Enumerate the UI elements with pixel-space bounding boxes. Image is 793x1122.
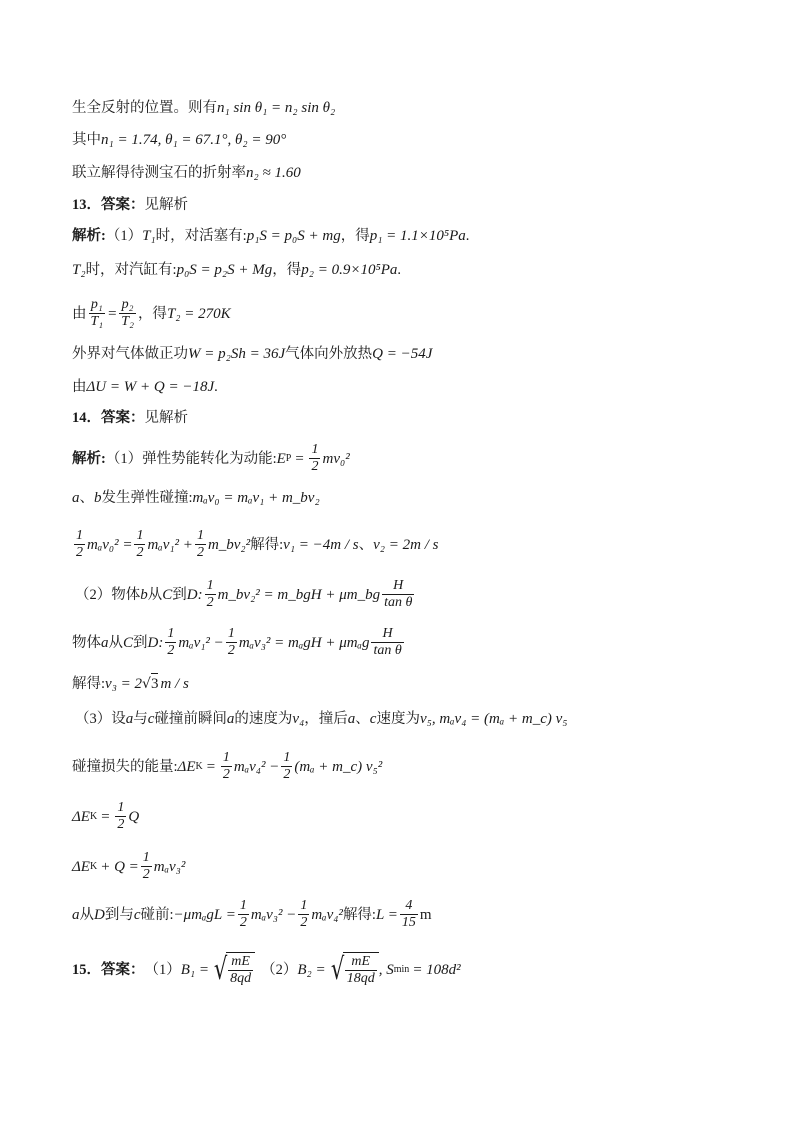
fraction xyxy=(228,954,253,987)
question-14-answer xyxy=(72,408,188,428)
equation: mv₀² xyxy=(322,450,350,467)
equation: (mₐ + m_c) v₅² xyxy=(294,758,383,775)
fraction xyxy=(134,528,145,561)
denominator: 2 xyxy=(222,767,230,782)
fraction xyxy=(74,528,85,561)
denominator: 2 xyxy=(167,643,175,658)
fraction xyxy=(115,800,126,833)
answer-label: 14．答案： xyxy=(72,410,145,426)
numerator: 1 xyxy=(196,528,204,543)
equation: mₐv₃² − xyxy=(250,906,297,923)
numerator: 1 xyxy=(227,626,235,641)
denominator: 2 xyxy=(117,817,125,832)
equation: W = p₂Sh = 36J xyxy=(188,346,286,362)
text-line xyxy=(75,709,568,729)
numerator: H xyxy=(382,626,393,641)
fraction xyxy=(165,626,176,659)
text-line: ΔE K + Q = $\frac{1}{2}$ mₐv₃² xyxy=(72,850,186,882)
text: 、 xyxy=(358,536,374,553)
equation: v₂ = 2m / s xyxy=(373,536,439,553)
denominator: 2 xyxy=(196,545,204,560)
equation: B₂ = xyxy=(297,962,326,978)
symbol: a xyxy=(72,906,80,923)
text: ，得 xyxy=(340,228,370,244)
symbol: a xyxy=(347,711,356,727)
equation: m_bv₂² = m_bgH + μm_bg xyxy=(217,586,381,603)
fraction xyxy=(119,297,136,330)
text-line xyxy=(72,626,406,659)
text-line xyxy=(72,226,469,246)
text: 由 xyxy=(72,379,87,395)
symbol: E xyxy=(276,450,286,467)
text-line: 解析: （1）弹性势能转化为动能: E P = $\frac{1}{2}$ mv₀² xyxy=(72,442,350,474)
text: 碰撞损失的能量: xyxy=(72,758,178,775)
text: 其中 xyxy=(72,132,101,148)
equation: p₀S = p₂S + Mg xyxy=(176,262,273,278)
equation: ΔU = W + Q = −18J xyxy=(86,379,215,395)
fraction xyxy=(400,898,418,931)
text: . xyxy=(214,379,218,395)
equation: p₂ = 0.9×10⁵Pa xyxy=(301,262,398,278)
denominator: 2 xyxy=(300,915,308,930)
denominator: tan θ xyxy=(384,595,413,610)
equation: v₁ = −4m / s xyxy=(283,536,359,553)
numerator: 1 xyxy=(76,528,83,543)
equation: −μmₐgL = xyxy=(173,906,236,923)
answer-label: 13．答案： xyxy=(72,197,145,213)
text: 发生弹性碰撞: xyxy=(101,490,193,506)
numerator: p₁ xyxy=(90,297,103,312)
text-line xyxy=(72,163,301,183)
symbol: v₄ xyxy=(292,711,305,727)
operator: = xyxy=(205,758,216,775)
numerator: 1 xyxy=(206,578,214,593)
sqrt-icon: √ $\frac{mE}{18qd}$ xyxy=(328,952,379,988)
numerator: 1 xyxy=(136,528,144,543)
text: 到与 xyxy=(104,906,134,923)
operator: = xyxy=(294,450,305,467)
text-line xyxy=(72,130,286,150)
symbol: a xyxy=(72,490,80,506)
fraction xyxy=(221,750,232,783)
numerator: 1 xyxy=(311,442,319,457)
equation: mₐv₁² − xyxy=(178,634,224,651)
text: 到 xyxy=(172,586,187,603)
fraction xyxy=(309,442,320,475)
symbol: C xyxy=(123,634,134,651)
fraction xyxy=(89,297,106,330)
numerator: 1 xyxy=(117,800,125,815)
symbol: D: xyxy=(147,634,164,651)
sqrt-icon: √ xyxy=(142,675,151,692)
equation: n₁ = 1.74, θ₁ = 67.1°, θ₂ = 90° xyxy=(101,132,287,148)
numerator: 1 xyxy=(283,750,291,765)
equation: mₐv₁² + xyxy=(147,536,193,553)
operator: = xyxy=(107,305,118,322)
unit: m xyxy=(419,906,432,923)
symbol: a xyxy=(101,634,109,651)
numerator: 1 xyxy=(167,626,175,641)
sqrt-icon: √ $\frac{mE}{8qd}$ xyxy=(211,952,255,988)
denominator: 2 xyxy=(206,595,214,610)
text: （2）物体 xyxy=(75,586,141,603)
text: 、 xyxy=(79,490,94,506)
radicand: 3 xyxy=(151,673,159,694)
symbol: ΔE xyxy=(72,858,90,875)
text-line xyxy=(72,673,189,694)
answer-text: 见解析 xyxy=(144,410,188,426)
numerator: 1 xyxy=(239,898,247,913)
text: ，撞后 xyxy=(304,711,348,727)
symbol: ΔE xyxy=(177,758,196,775)
text: 从 xyxy=(79,906,94,923)
numerator: 4 xyxy=(405,898,413,913)
denominator: 2 xyxy=(142,867,150,882)
text: 从 xyxy=(147,586,163,603)
fraction xyxy=(226,626,237,659)
fraction xyxy=(141,850,152,883)
text-line xyxy=(72,98,335,118)
text: ，得 xyxy=(137,305,167,322)
equation: mₐv₀² = xyxy=(87,536,133,553)
text: 、 xyxy=(355,711,370,727)
fraction xyxy=(382,578,414,611)
text: （1）弹性势能转化为动能: xyxy=(105,450,277,467)
numerator: 1 xyxy=(142,850,150,865)
analysis-label: 解析: xyxy=(72,450,106,467)
numerator: mE xyxy=(231,954,250,969)
equation: mₐv₃² = mₐgH + μmₐg xyxy=(238,634,370,651)
text-line xyxy=(72,528,438,561)
text: 气体向外放热 xyxy=(285,346,373,362)
equation: T₂ = 270K xyxy=(166,305,231,322)
equation: n₂ ≈ 1.60 xyxy=(246,165,301,181)
symbol: a xyxy=(226,711,235,727)
denominator: 8qd xyxy=(230,971,252,986)
equation: m_bv₂² xyxy=(207,536,251,553)
numerator: 1 xyxy=(222,750,230,765)
denominator: 2 xyxy=(227,643,235,658)
text: 时，对活塞有: xyxy=(155,228,247,244)
analysis-label: 解析: xyxy=(72,228,106,244)
symbol: D: xyxy=(186,586,203,603)
text-line xyxy=(72,488,320,508)
equation: = 108d² xyxy=(412,962,461,978)
denominator: 2 xyxy=(311,459,319,474)
numerator: H xyxy=(393,578,404,593)
equation: p₁S = p₀S + mg xyxy=(246,228,341,244)
equation: Q = −54J xyxy=(372,346,433,362)
text: 由 xyxy=(72,305,87,322)
fraction xyxy=(195,528,206,561)
equation: n₁ sin θ₁ = n₂ sin θ₂ xyxy=(217,100,336,116)
symbol: C xyxy=(162,586,173,603)
symbol: b xyxy=(94,490,102,506)
equation: mₐv₀ = mₐv₁ + m_bv₂ xyxy=(192,490,320,506)
text: （2） xyxy=(261,962,298,978)
symbol: ΔE xyxy=(72,808,90,825)
equation: mₐv₄² − xyxy=(233,758,280,775)
text-line xyxy=(72,297,231,330)
denominator: 2 xyxy=(283,767,291,782)
answer-text: 见解析 xyxy=(144,197,188,213)
symbol: , S xyxy=(378,962,394,978)
symbol: a xyxy=(125,711,134,727)
fraction xyxy=(371,626,403,659)
denominator: T₂ xyxy=(121,314,134,329)
text: 碰撞前瞬间 xyxy=(154,711,227,727)
denominator: 15 xyxy=(401,915,416,930)
symbol: D xyxy=(94,906,105,923)
text: . xyxy=(397,262,401,278)
symbol: b xyxy=(140,586,148,603)
symbol: T₁ xyxy=(142,228,156,244)
operator: = xyxy=(100,808,111,825)
text-line xyxy=(72,344,432,364)
denominator: 2 xyxy=(239,915,247,930)
equation: B₁ = xyxy=(180,962,209,978)
text: 到 xyxy=(133,634,148,651)
unit: m / s xyxy=(160,675,189,692)
denominator: T₁ xyxy=(90,314,104,329)
text-line: ΔE K = $\frac{1}{2}$ Q xyxy=(72,800,140,832)
answer-label: 15．答案： xyxy=(72,962,145,978)
equation: v₅, mₐv₄ = (mₐ + m_c) v₅ xyxy=(419,711,568,727)
text: （1） xyxy=(105,228,143,244)
symbol: T₂ xyxy=(72,262,86,278)
denominator: 2 xyxy=(76,545,83,560)
numerator: 1 xyxy=(300,898,308,913)
fraction xyxy=(345,954,377,987)
text: 物体 xyxy=(72,634,101,651)
denominator: tan θ xyxy=(373,643,402,658)
text: . xyxy=(465,228,470,244)
text: 速度为 xyxy=(376,711,420,727)
text: 碰前: xyxy=(140,906,174,923)
question-15-answer: 15．答案： （1） B₁ = √ $\frac{mE}{8qd}$ （2） B₂ = √ $\frac{mE}{18qd}$ , S min = 108d² xyxy=(72,952,461,987)
symbol: c xyxy=(369,711,377,727)
text: 生全反射的位置。则有 xyxy=(72,100,217,116)
denominator: 18qd xyxy=(346,971,375,986)
denominator: 2 xyxy=(136,545,144,560)
fraction xyxy=(298,898,309,931)
text: 外界对气体做正功 xyxy=(72,346,188,362)
equation: + Q = xyxy=(100,858,139,875)
numerator: mE xyxy=(351,954,371,969)
symbol: c xyxy=(147,711,155,727)
text: 解得: xyxy=(250,536,284,553)
equation: v₃ = 2 xyxy=(105,675,143,692)
text: 联立解得待测宝石的折射率 xyxy=(72,165,246,181)
text: 从 xyxy=(108,634,123,651)
question-13-answer xyxy=(72,195,188,215)
text: （1） xyxy=(144,962,181,978)
text-line xyxy=(72,898,432,931)
text: ，得 xyxy=(272,262,302,278)
symbol: Q xyxy=(128,808,140,825)
text-line xyxy=(72,260,401,280)
text: （3）设 xyxy=(75,711,126,727)
equation: L = xyxy=(375,906,398,923)
equation: p₁ = 1.1×10⁵Pa xyxy=(369,228,466,244)
text-line xyxy=(72,377,218,397)
text-line: 碰撞损失的能量: ΔE K = $\frac{1}{2}$ mₐv₄² − $\frac{1}{2}$ (mₐ + m_c) v₅² xyxy=(72,750,383,782)
text: 与 xyxy=(133,711,148,727)
text: 解得: xyxy=(342,906,376,923)
text: 时，对汽缸有: xyxy=(85,262,177,278)
text: 解得: xyxy=(72,675,106,692)
numerator: p₂ xyxy=(121,297,134,312)
fraction xyxy=(205,578,216,611)
fraction xyxy=(281,750,292,783)
fraction xyxy=(238,898,249,931)
text-line xyxy=(75,578,416,611)
symbol: c xyxy=(133,906,141,923)
text: 的速度为 xyxy=(234,711,293,727)
equation: mₐv₄² xyxy=(311,906,343,923)
equation: mₐv₃² xyxy=(153,858,186,875)
